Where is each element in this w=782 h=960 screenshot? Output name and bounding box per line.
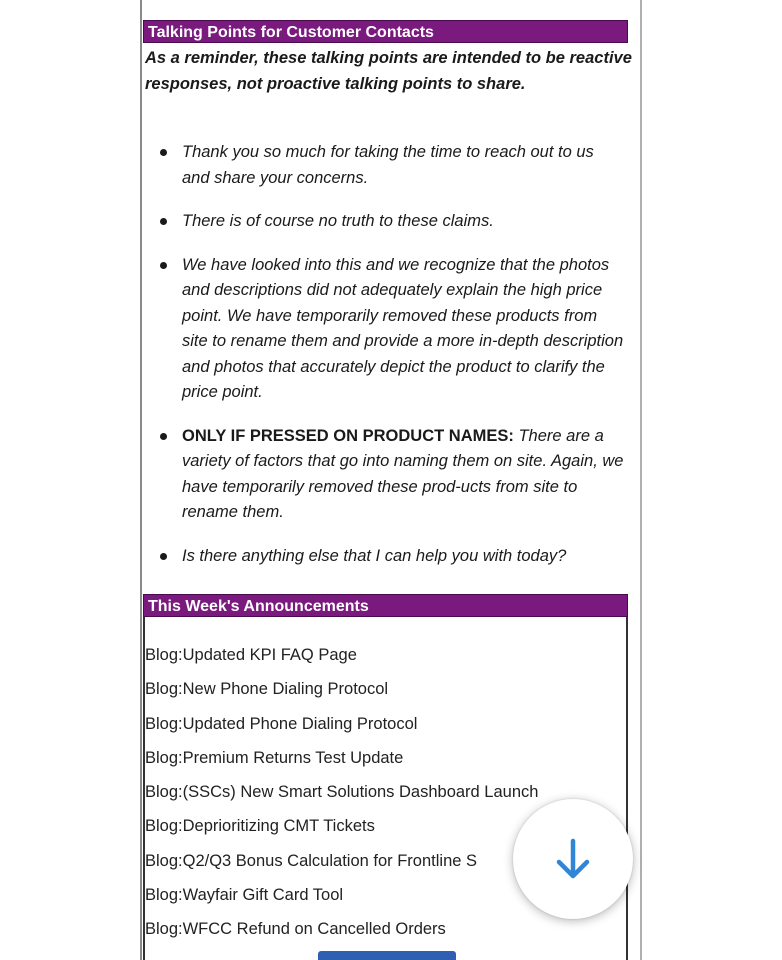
talking-point-text: We have looked into this and we recognize that the photos and descriptions did not adequately explain the high price point. We have temporarily removed these products from site to rename them and provide a more in-depth description and photos that accurately depict the product to clarify the price point. <box>182 255 624 401</box>
talking-points-header: Talking Points for Customer Contacts <box>143 20 628 43</box>
talking-point-item <box>145 140 625 191</box>
bullet-dot-icon <box>160 218 167 225</box>
talking-points-intro: As a reminder, these talking points are intended to be reactive responses, not proactive talking points to share. <box>145 49 632 93</box>
arrow-down-icon <box>549 835 597 883</box>
talking-point-item <box>145 544 625 570</box>
talking-points-list <box>145 140 625 587</box>
bottom-action-bar[interactable] <box>318 951 456 960</box>
announcement-link[interactable]: Blog:WFCC Refund on Cancelled Orders <box>145 920 446 939</box>
talking-point-item <box>145 424 625 526</box>
right-page-border <box>640 0 642 960</box>
talking-point-text: Is there anything else that I can help you with today? <box>182 546 567 565</box>
talking-point-item <box>145 209 625 235</box>
announcement-link[interactable]: Blog:Q2/Q3 Bonus Calculation for Frontline S <box>145 851 478 870</box>
bullet-dot-icon <box>160 262 167 269</box>
announcement-link[interactable]: Blog:Updated KPI FAQ Page <box>145 646 357 664</box>
announcement-link[interactable]: Blog:Wayfair Gift Card Tool <box>145 886 344 905</box>
announcement-link[interactable]: Blog:Updated Phone Dialing Protocol <box>145 714 418 733</box>
talking-point-lead: ONLY IF PRESSED ON PRODUCT NAMES: <box>182 426 514 445</box>
announcements-header: This Week's Announcements <box>143 594 628 617</box>
bullet-dot-icon <box>160 149 167 156</box>
announcement-link[interactable]: Blog:(SSCs) New Smart Solutions Dashboard Launch <box>145 783 539 802</box>
talking-point-text: There is of course no truth to these claims. <box>182 212 494 230</box>
announcement-link[interactable]: Blog:Deprioritizing CMT Tickets <box>145 817 375 836</box>
left-page-border <box>140 0 142 960</box>
talking-point-text: There are a variety of factors that go into naming them on site. Again, we have temporarily removed these prod-ucts from site to rename them. <box>182 426 624 521</box>
announcement-link[interactable]: Blog:New Phone Dialing Protocol <box>145 680 389 699</box>
bullet-dot-icon <box>160 433 167 440</box>
talking-point-text: Thank you so much for taking the time to reach out to us and share your concerns. <box>182 143 594 187</box>
bullet-dot-icon <box>160 553 167 560</box>
announcement-link[interactable]: Blog:Premium Returns Test Update <box>145 748 404 767</box>
scroll-down-button[interactable] <box>513 799 633 919</box>
talking-point-item <box>145 253 625 406</box>
